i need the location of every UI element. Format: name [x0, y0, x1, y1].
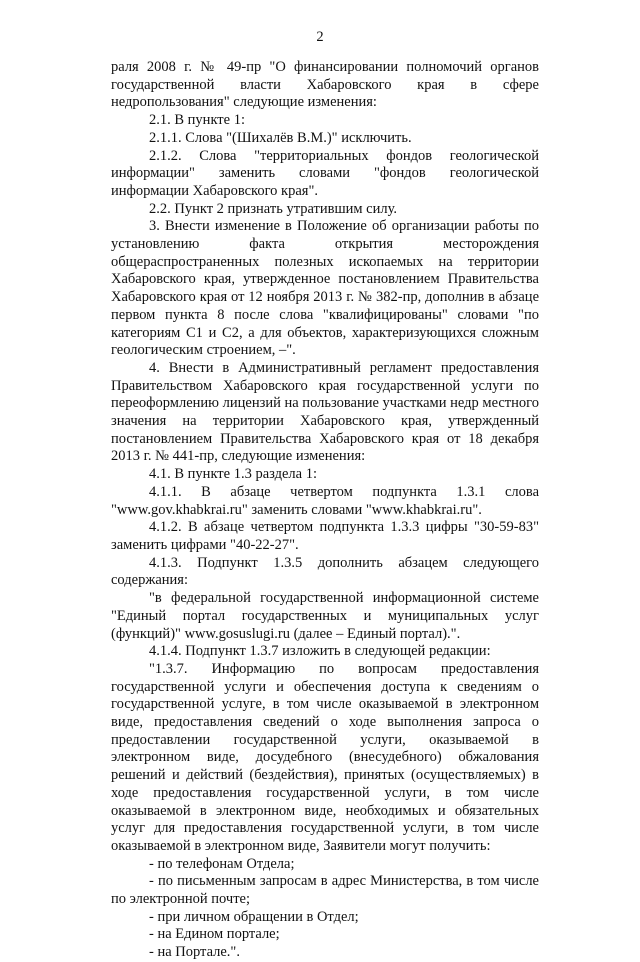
paragraph-quote-portal: "в федеральной государственной информационной системе "Единый портал государственных и муниципальных услуг (функций)" www.gosuslugi.ru (далее – Единый портал).".: [111, 590, 539, 642]
page-number: 2: [316, 29, 324, 45]
paragraph-2-2: 2.2. Пункт 2 признать утратившим силу.: [149, 200, 398, 217]
list-item: - при личном обращении в Отдел;: [149, 908, 359, 925]
paragraph-4-1-4: 4.1.4. Подпункт 1.3.7 изложить в следующей редакции:: [149, 643, 491, 660]
paragraph-4-1-2: 4.1.2. В абзаце четвертом подпункта 1.3.3 цифры "30-59-83" заменить цифрами "40-22-27".: [111, 519, 539, 553]
paragraph-continuation: раля 2008 г. № 49-пр "О финансировании полномочий органов государственной власти Хабаровского края в сфере недропользования" следующие изменения:: [111, 59, 539, 111]
paragraph-2-1: 2.1. В пункте 1:: [149, 112, 245, 129]
paragraph-4-1: 4.1. В пункте 1.3 раздела 1:: [149, 466, 317, 483]
list-item: - по телефонам Отдела;: [149, 855, 295, 872]
paragraph-3: 3. Внести изменение в Положение об организации работы по установлению факта открытия месторождения общераспространенных полезных ископаемых на территории Хабаровского края, утвержденное постановлением Правительства Хабаровского края от 12 ноября 2013 г. № 382-пр, дополнив в абзаце первом пункта 8 после слова "квалифицированы" словами "по категориям С1 и С2, а для объектов, характеризующихся сложным геологическим строением, –".: [111, 218, 539, 359]
document-body: [111, 59, 539, 962]
paragraph-4-1-3: 4.1.3. Подпункт 1.3.5 дополнить абзацем следующего содержания:: [111, 554, 539, 589]
list-item: - по письменным запросам в адрес Министерства, в том числе по электронной почте;: [111, 873, 539, 908]
paragraph-1-3-7: "1.3.7. Информацию по вопросам предоставления государственной услуги и обеспечения доступа к сведениям о государственной услуге, в том числе оказываемой в электронном виде, предоставления сведений о ходе выполнения запроса о предоставлении государственной услуги, оказываемой в электронном виде, досудебного (внесудебного) обжалования решений и действий (бездействия), принятых (осуществляемых) в ходе предоставления государственной услуги, в том числе оказываемой в электронном виде, необходимых и обязательных услуг для предоставления государственной услуги, в том числе оказываемой в электронном виде, Заявители могут получить:: [111, 660, 539, 854]
list-item: - на Едином портале;: [149, 926, 280, 943]
paragraph-2-1-2: 2.1.2. Слова "территориальных фондов геологической информации" заменить словами "фондов геологической информации Хабаровского края".: [111, 147, 539, 199]
list-item: - на Портале.".: [149, 944, 240, 961]
paragraph-4: 4. Внести в Административный регламент предоставления Правительством Хабаровского края государственной услуги по переоформлению лицензий на пользование участками недр местного значения на территории Хабаровского края, утвержденный постановлением Правительства Хабаровского края от 18 декабря 2013 г. № 441-пр, следующие изменения:: [111, 359, 539, 465]
paragraph-2-1-1: 2.1.1. Слова "(Шихалёв В.М.)" исключить.: [149, 129, 412, 146]
paragraph-4-1-1: 4.1.1. В абзаце четвертом подпункта 1.3.1 слова "www.gov.khabkrai.ru" заменить словами "www.khabkrai.ru".: [111, 483, 539, 518]
